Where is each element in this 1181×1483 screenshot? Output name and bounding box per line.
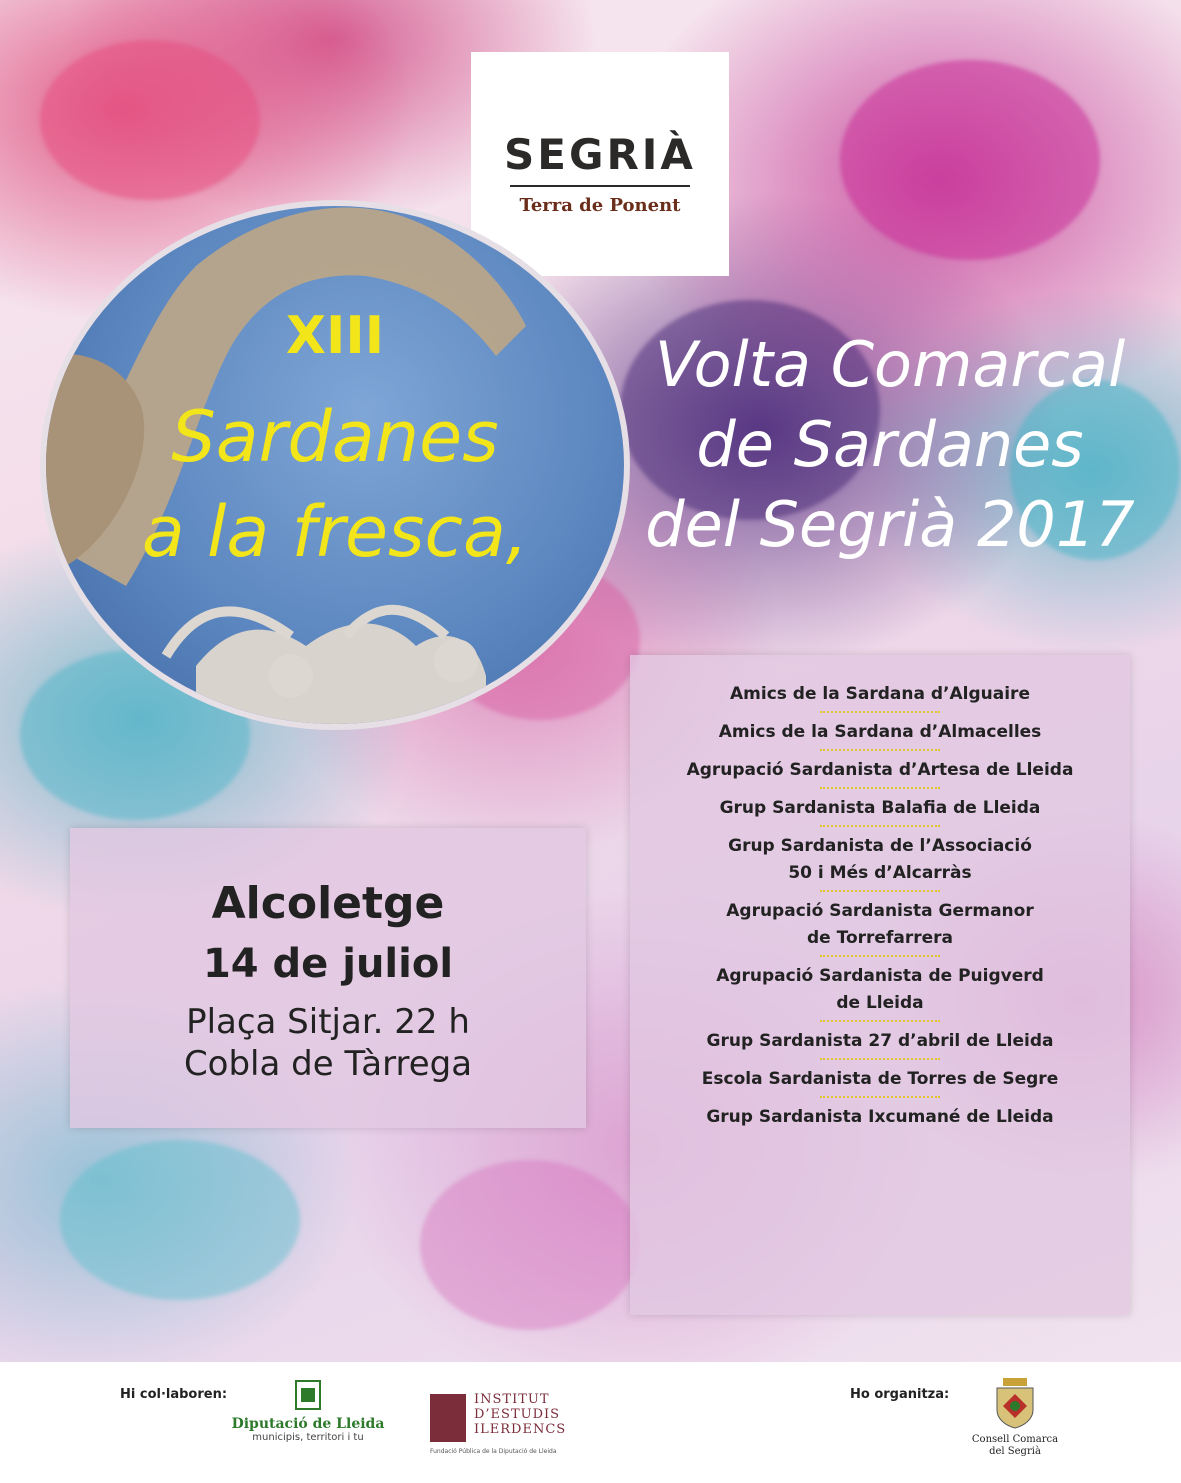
- dotted-separator: [820, 711, 940, 713]
- group-name-line: Grup Sardanista 27 d’abril de Lleida: [706, 1031, 1054, 1051]
- group-list-item: [630, 757, 1130, 784]
- headline-line2: de Sardanes: [696, 408, 1084, 481]
- dotted-separator: [820, 1020, 940, 1022]
- logo-title: SEGRIÀ: [504, 130, 696, 179]
- group-list-item: [630, 1028, 1130, 1055]
- group-name-line: Amics de la Sardana d’Almacelles: [718, 722, 1042, 742]
- event-info-box: [70, 828, 586, 1128]
- dotted-separator: [820, 825, 940, 827]
- group-name-line: Agrupació Sardanista d’Artesa de Lleida: [686, 760, 1074, 780]
- diputacio-name: Diputació de Lleida: [231, 1416, 385, 1432]
- dotted-separator: [820, 1096, 940, 1098]
- event-place: Plaça Sitjar. 22 h: [186, 1002, 470, 1042]
- iei-emblem-icon: [430, 1394, 466, 1442]
- group-name-line: Agrupació Sardanista Germanor: [726, 901, 1034, 921]
- dotted-separator: [820, 787, 940, 789]
- group-list-item: [630, 719, 1130, 746]
- consell-comarcal-logo: [960, 1376, 1070, 1458]
- diputacio-logo: [228, 1380, 388, 1443]
- diputacio-emblem-icon: [295, 1380, 321, 1410]
- headline-line1: Volta Comarcal: [654, 328, 1126, 401]
- group-name-line: Agrupació Sardanista de Puigverd: [716, 966, 1044, 986]
- group-list-item: [630, 898, 1130, 952]
- group-name-line: Amics de la Sardana d’Alguaire: [730, 684, 1030, 704]
- event-town: Alcoletge: [211, 878, 445, 929]
- paint-blot: [60, 1140, 300, 1300]
- paint-blot: [420, 1160, 640, 1330]
- edition-number: XIII: [285, 306, 385, 366]
- group-list-item: [630, 833, 1130, 887]
- group-name-line: Grup Sardanista de l’Associació: [728, 836, 1032, 856]
- logo-subtitle: Terra de Ponent: [519, 195, 681, 216]
- group-list-container: [630, 655, 1130, 1131]
- group-list-item: [630, 963, 1130, 1017]
- consell-name: [960, 1434, 1070, 1458]
- sculpture-photo-circle: [40, 200, 630, 730]
- event-band: Cobla de Tàrrega: [183, 1044, 473, 1084]
- logo-divider: [510, 185, 690, 187]
- dotted-separator: [820, 955, 940, 957]
- consell-name-line1: Consell Comarca: [971, 1434, 1059, 1445]
- iei-name-line3: ILERDENCS: [474, 1422, 567, 1437]
- group-name-line: de Torrefarrera: [807, 928, 953, 948]
- group-name-line: Grup Sardanista Ixcumané de Lleida: [706, 1107, 1054, 1127]
- iei-tagline: Fundació Pública de la Diputació de Lleida: [430, 1448, 557, 1455]
- coat-of-arms-icon: [993, 1376, 1037, 1430]
- group-name-line: Grup Sardanista Balafia de Lleida: [719, 798, 1041, 818]
- iei-name: [474, 1392, 566, 1437]
- paint-blot: [40, 40, 260, 200]
- paint-blot: [840, 60, 1100, 260]
- iei-name-line2: D’ESTUDIS: [474, 1407, 561, 1422]
- dotted-separator: [820, 890, 940, 892]
- diputacio-tagline: municipis, territori i tu: [252, 1432, 364, 1443]
- group-list-item: [630, 795, 1130, 822]
- group-name-line: 50 i Més d’Alcarràs: [788, 863, 972, 883]
- organizer-label: Ho organitza:: [850, 1387, 950, 1402]
- dotted-separator: [820, 749, 940, 751]
- event-date: 14 de juliol: [202, 941, 454, 987]
- participating-groups-list: [630, 655, 1130, 1315]
- group-name-line: Escola Sardanista de Torres de Segre: [701, 1069, 1059, 1089]
- festival-title-line2: a la fresca,: [141, 491, 529, 573]
- group-list-item: [630, 681, 1130, 708]
- group-list-item: [630, 1104, 1130, 1131]
- iei-name-line1: INSTITUT: [474, 1392, 550, 1407]
- dotted-separator: [820, 1058, 940, 1060]
- group-list-item: [630, 1066, 1130, 1093]
- consell-name-line2: del Segrià: [989, 1446, 1041, 1457]
- collaborators-label: Hi col·laboren:: [120, 1387, 228, 1402]
- festival-title-line1: Sardanes: [171, 396, 499, 478]
- headline-line3: del Segrià 2017: [645, 488, 1135, 561]
- group-name-line: de Lleida: [836, 993, 924, 1013]
